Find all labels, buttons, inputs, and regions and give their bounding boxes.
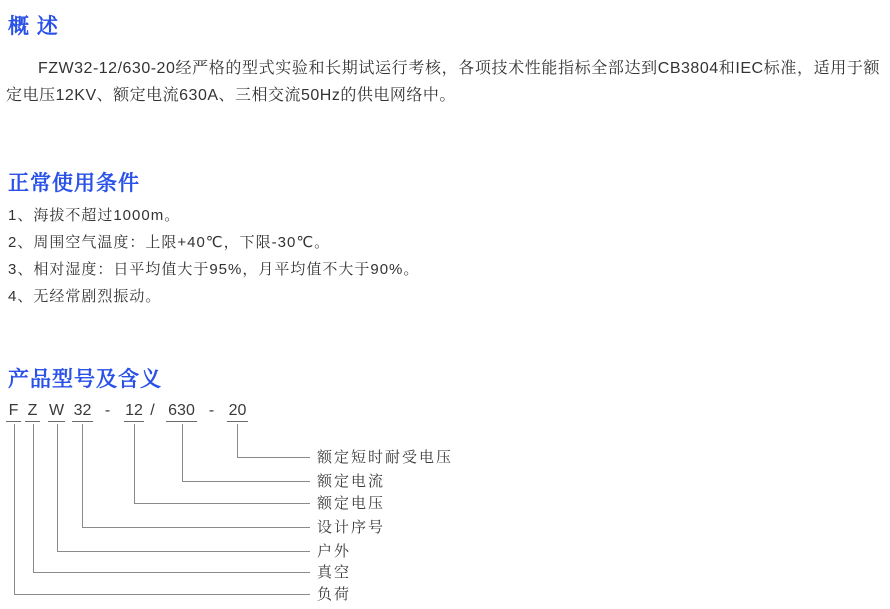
- model-part: 20: [227, 401, 248, 422]
- model-part: 32: [72, 401, 93, 422]
- model-part-label: 户外: [317, 543, 352, 560]
- model-part: 12: [124, 401, 144, 422]
- model-part-label: 额定电流: [317, 473, 386, 490]
- overview-paragraph: FZW32-12/630-20经严格的型式实验和长期试运行考核，各项技术性能指标全部达到CB3804和IEC标准，适用于额定电压12KV、额定电流630A、三相交流50Hz的供电网络中。: [6, 60, 880, 104]
- model-part-label: 额定短时耐受电压: [317, 449, 454, 466]
- model-part: /: [150, 402, 155, 419]
- model-part-label: 额定电压: [317, 495, 386, 512]
- model-part: -: [208, 402, 215, 419]
- connector-line: [237, 424, 310, 458]
- model-part-label: 负荷: [317, 586, 352, 603]
- model-part: 630: [166, 401, 197, 422]
- model-part: F: [6, 401, 21, 422]
- model-part-label: 设计序号: [317, 519, 386, 536]
- model-part-label: 真空: [317, 564, 352, 581]
- model-part: W: [48, 401, 65, 422]
- conditions-heading: 正常使用条件: [8, 172, 140, 195]
- conditions-list: [8, 202, 890, 310]
- model-heading: 产品型号及含义: [8, 368, 162, 391]
- condition-item: 3、相对湿度：日平均值大于95%，月平均值不大于90%。: [8, 261, 420, 278]
- condition-item: 4、无经常剧烈振动。: [8, 288, 162, 305]
- model-diagram: [0, 401, 890, 609]
- overview-heading: 概 述: [8, 15, 59, 38]
- model-part: Z: [25, 401, 40, 422]
- condition-item: 2、周围空气温度：上限+40℃，下限-30℃。: [8, 234, 331, 251]
- condition-item: 1、海拔不超过1000m。: [8, 207, 181, 224]
- model-part: -: [104, 402, 111, 419]
